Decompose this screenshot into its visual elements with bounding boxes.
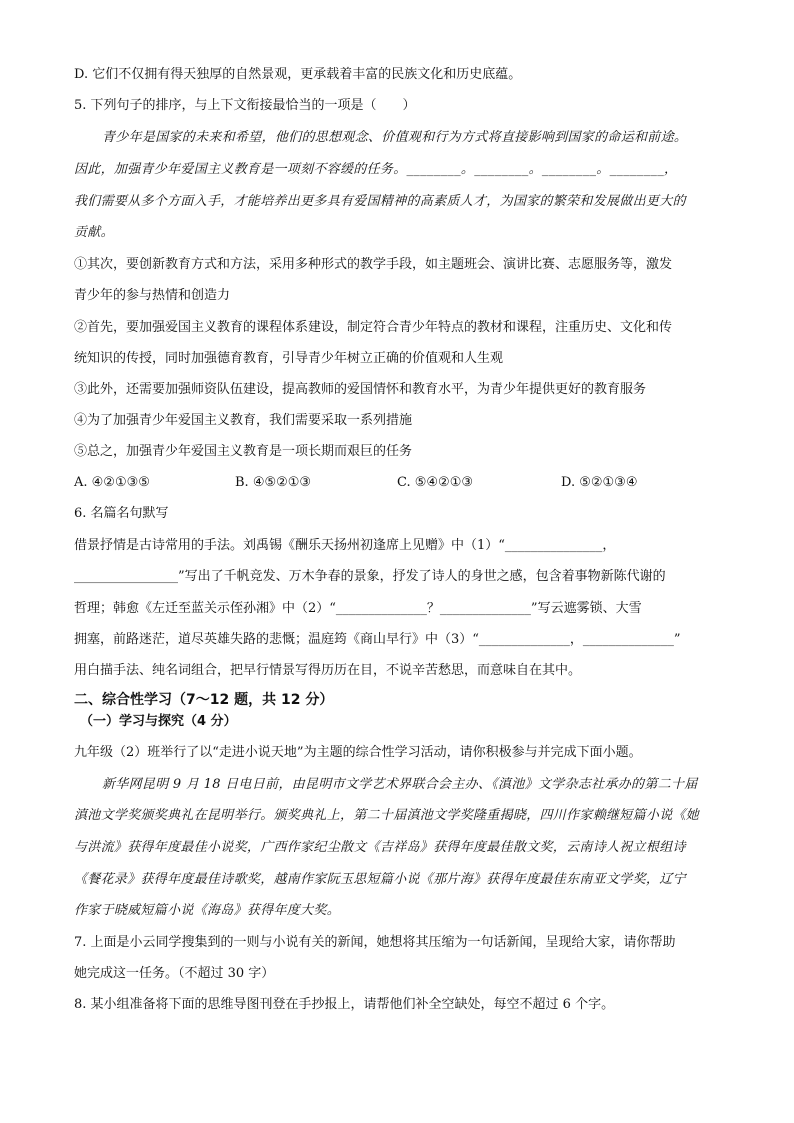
q5-sentence: ④为了加强青少年爱国主义教育，我们需要采取一系列措施 bbox=[74, 413, 413, 428]
q6-line: ________________”写出了千帆竞发、万木争春的景象，抒发了诗人的身世之感，包含着事物新陈代谢的 bbox=[74, 569, 666, 584]
q6-line: 借景抒情是古诗常用的手法。刘禹锡《酬乐天扬州初逢席上见赠》中（1）“_______________， bbox=[74, 538, 616, 553]
q8-stem: 8. 某小组准备将下面的思维导图刊登在手抄报上，请帮他们补全空缺处，每空不超过 6 个字。 bbox=[74, 997, 615, 1012]
q5-sentence: ①其次，要创新教育方式和方法，采用多种形式的教学手段，如主题班会、演讲比赛、志愿服务等，激发 bbox=[74, 257, 673, 272]
q5-stem: 5. 下列句子的排序，与上下文衔接最恰当的一项是（ ） bbox=[74, 98, 416, 113]
q5-option-b: B. ④⑤②①③ bbox=[235, 475, 312, 490]
q6-line: 拥塞，前路迷茫，道尽英雄失路的悲慨；温庭筠《商山早行》中（3）“______________，______________” bbox=[74, 632, 681, 647]
section-2-subtitle: （一）学习与探究（4 分） bbox=[80, 714, 237, 729]
q5-passage-line: 贡献。 bbox=[74, 225, 114, 240]
q7-line: 7. 上面是小云同学搜集到的一则与小说有关的新闻，她想将其压缩为一句话新闻，呈现给大家，请你帮助 bbox=[74, 935, 676, 950]
news-line: 滇池文学奖颁奖典礼在昆明举行。颁奖典礼上，第二十届滇池文学奖隆重揭晓，四川作家赖继短篇小说《她 bbox=[74, 808, 700, 823]
q5-sentence: ②首先，要加强爱国主义教育的课程体系建设，制定符合青少年特点的教材和课程，注重历史、文化和传 bbox=[74, 320, 673, 335]
q5-passage-line: 我们需要从多个方面入手，才能培养出更多具有爱国精神的高素质人才，为国家的繁荣和发展做出更大的 bbox=[74, 194, 686, 209]
q5-option-c: C. ⑤④②①③ bbox=[397, 475, 474, 490]
news-line: 作家于晓威短篇小说《海岛》获得年度大奖。 bbox=[74, 903, 341, 918]
q5-sentence: ⑤总之，加强青少年爱国主义教育是一项长期而艰巨的任务 bbox=[74, 444, 413, 459]
q4-option-d: D. 它们不仅拥有得天独厚的自然景观，更承载着丰富的民族文化和历史底蕴。 bbox=[74, 67, 522, 82]
q7-line: 她完成这一任务。（不超过 30 字） bbox=[74, 966, 275, 981]
q5-option-a: A. ④②①③⑤ bbox=[74, 475, 150, 490]
q5-sentence: 统知识的传授，同时加强德育教育，引导青少年树立正确的价值观和人生观 bbox=[74, 351, 504, 366]
news-line: 新华网昆明 9 月 18 日电日前，由昆明市文学艺术界联合会主办、《滇池》文学杂志社承办的第二十届 bbox=[102, 777, 698, 792]
q5-passage-line: 因此，加强青少年爱国主义教育是一项刻不容缓的任务。________。________。________。________， bbox=[74, 162, 678, 177]
section-2-title: 二、综合性学习（7～12 题，共 12 分） bbox=[74, 692, 334, 708]
q5-passage-line: 青少年是国家的未来和希望，他们的思想观念、价值观和行为方式将直接影响到国家的命运和前途。 bbox=[102, 130, 688, 145]
q5-sentence: 青少年的参与热情和创造力 bbox=[74, 288, 231, 303]
q6-line: 哲理；韩愈《左迁至蓝关示侄孙湘》中（2）“______________？______________”写云遮雾锁、大雪 bbox=[74, 601, 642, 616]
q6-title: 6. 名篇名句默写 bbox=[74, 506, 169, 521]
q6-line: 用白描手法、纯名词组合，把早行情景写得历历在目，不说辛苦愁思，而意味自在其中。 bbox=[74, 663, 582, 678]
news-line: 《餐花录》获得年度最佳诗歌奖，越南作家阮玉思短篇小说《那片海》获得年度最佳东南亚文学奖，辽宁 bbox=[74, 872, 686, 887]
section-2-intro: 九年级（2）班举行了以“走进小说天地”为主题的综合性学习活动，请你积极参与并完成下面小题。 bbox=[74, 745, 642, 760]
news-line: 与洪流》获得年度最佳小说奖，广西作家纪尘散文《吉祥岛》获得年度最佳散文奖，云南诗人祝立根组诗 bbox=[74, 840, 686, 855]
q5-sentence: ③此外，还需要加强师资队伍建设，提高教师的爱国情怀和教育水平，为青少年提供更好的教育服务 bbox=[74, 382, 647, 397]
q5-option-d: D. ⑤②①③④ bbox=[561, 475, 638, 490]
